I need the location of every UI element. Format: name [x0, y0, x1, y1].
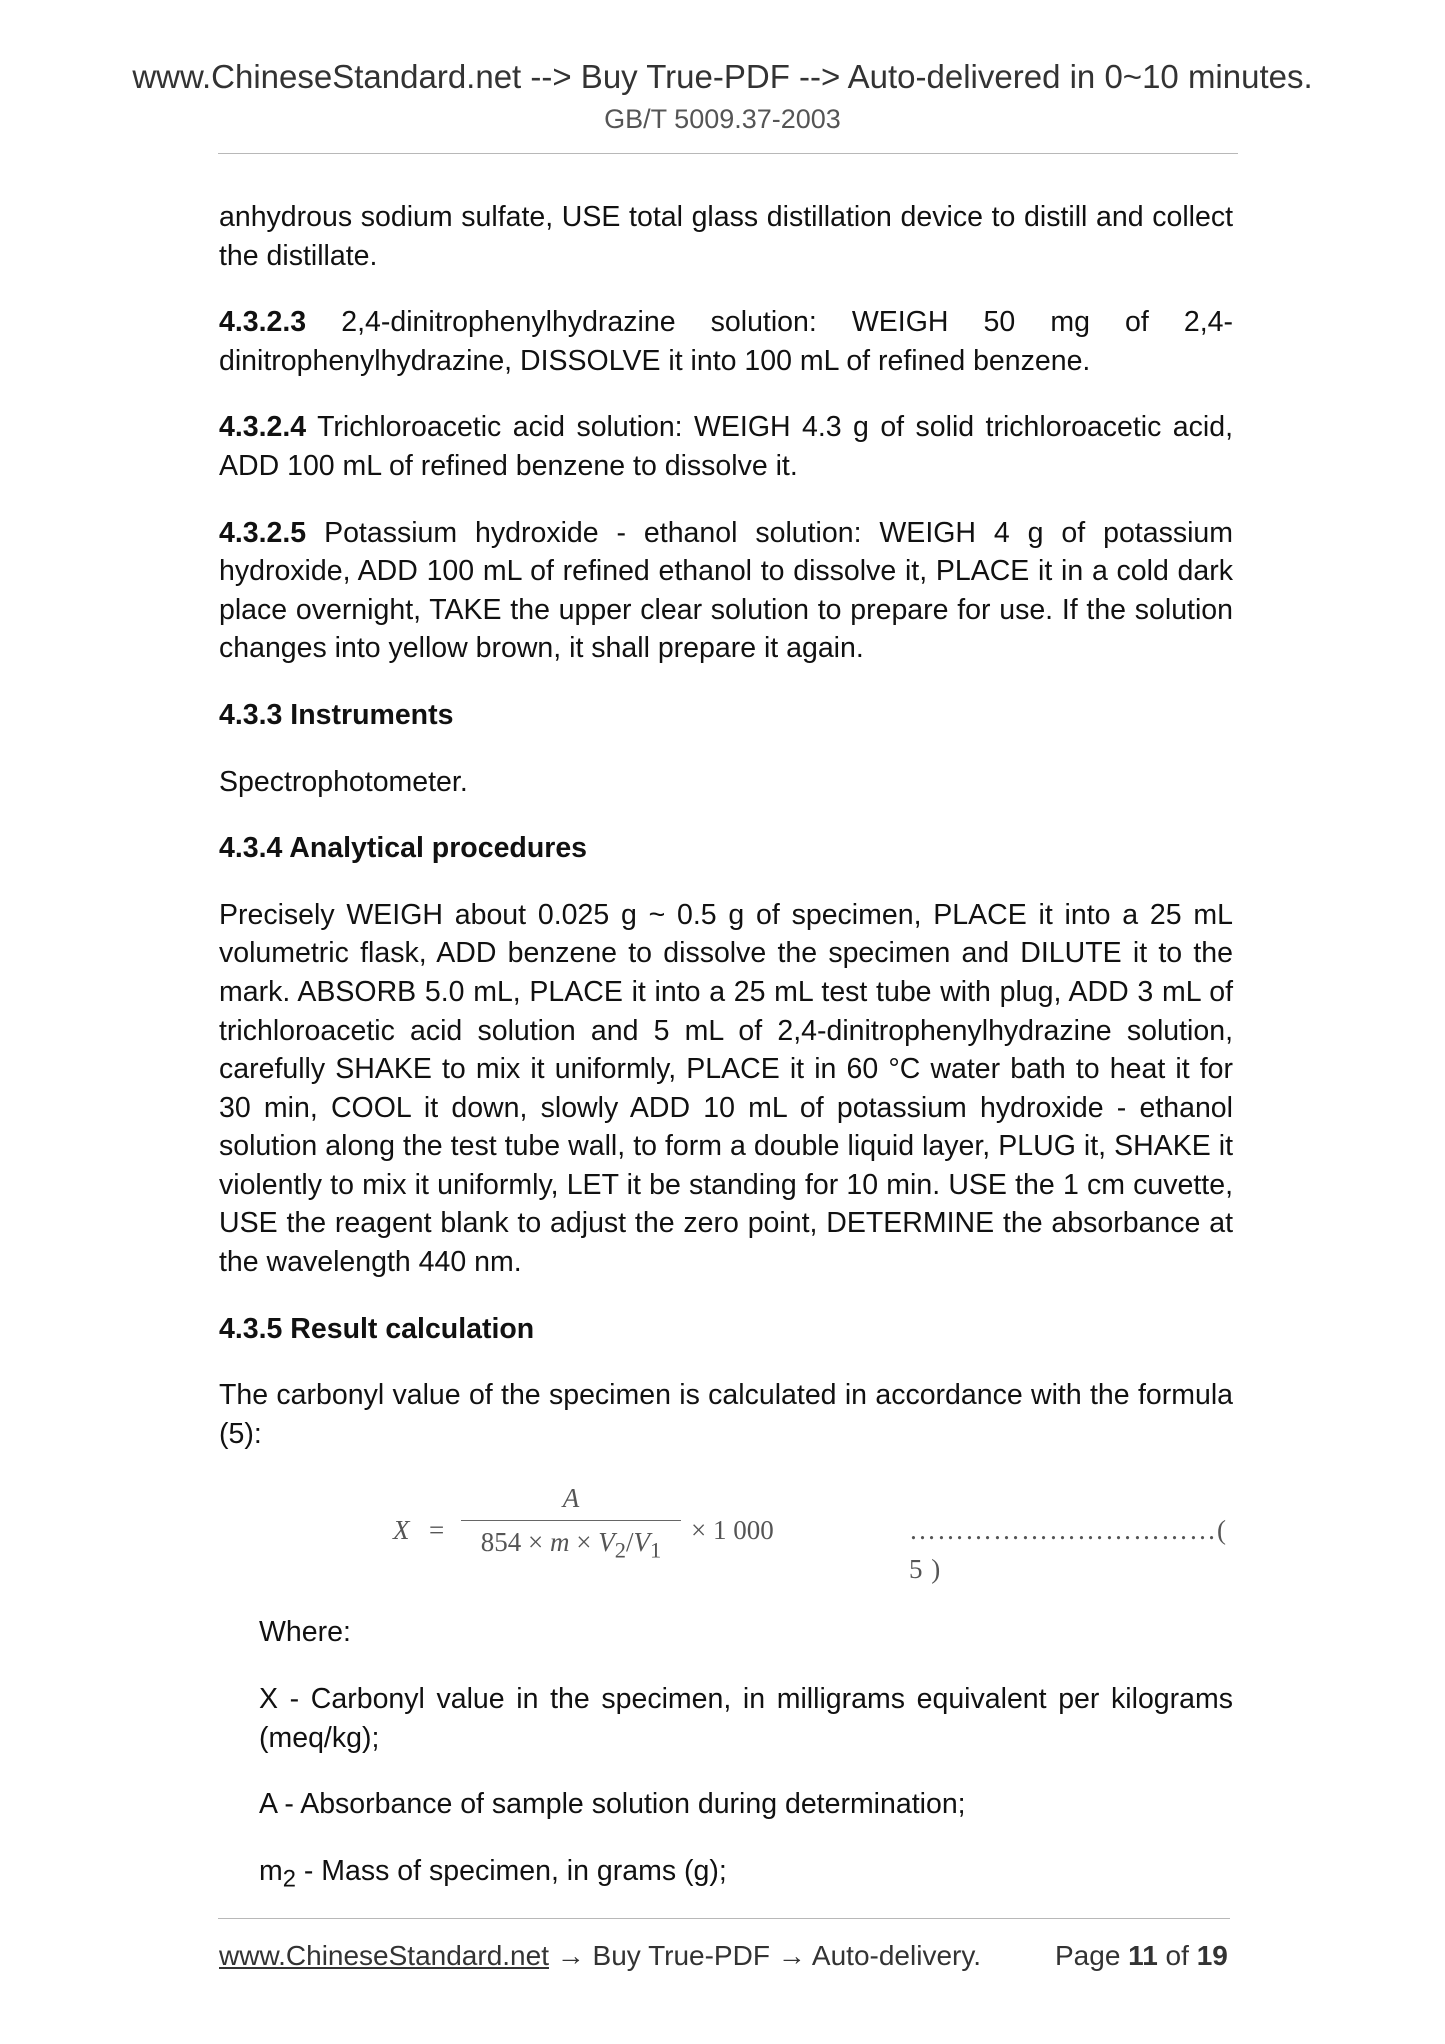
paragraph-procedures: Precisely WEIGH about 0.025 g ~ 0.5 g of specimen, PLACE it into a 25 mL volumetric flask, ADD benzene to dissolve the specimen and DILUTE it to the mark. ABSORB 5.0 mL, PLACE it into a 25 mL test tube with plug, ADD 3 mL of trichloroacetic acid solution and 5 mL of 2,4-dinitrophenylhydrazine solution, carefully SHAKE to mix it uniformly, PLACE it in 60 °C water bath to heat it for 30 min, COOL it down, slowly ADD 10 mL of potassium hydroxide - ethanol solution along the test tube wall, to form a double liquid layer, PLUG it, SHAKE it violently to mix it uniformly, LET it be standing for 10 min. USE the 1 cm cuvette, USE the reagent blank to adjust the zero point, DETERMINE the absorbance at the wavelength 440 nm. — [219, 898, 1233, 1279]
header-banner: www.ChineseStandard.net --> Buy True-PDF --> Auto-delivered in 0~10 minutes. — [132, 58, 1313, 95]
paragraph-calculation: The carbonyl value of the specimen is calculated in accordance with the formula (5): — [219, 1379, 1233, 1450]
where-label: Where: — [259, 1616, 351, 1649]
formula-fraction — [461, 1481, 681, 1563]
formula-numerator: A — [562, 1483, 580, 1514]
formula-denominator: $854 \times m \times V_2/V_1$ — [480, 1527, 662, 1563]
current-page: 11 — [1128, 1940, 1158, 1971]
formula-lhs: X — [393, 1515, 410, 1546]
clause-text: 2,4-dinitrophenylhydrazine solution: WEIGH 50 mg of 2,4-dinitrophenylhydrazine, DISSOLVE it into 100 mL of refined benzene. — [219, 306, 1233, 377]
clause-number: 4.3.2.4 — [219, 411, 307, 444]
formula-equals: = — [429, 1515, 445, 1546]
page-indicator: Page 11 of 19 — [1055, 1940, 1228, 1971]
clause-number: 4.3.2.5 — [219, 516, 307, 549]
paragraph-continued: anhydrous sodium sulfate, USE total glass distillation device to distill and collect the distillate. — [219, 201, 1233, 272]
standard-number: GB/T 5009.37-2003 — [604, 104, 841, 134]
clause-text: Potassium hydroxide - ethanol solution: WEIGH 4 g of potassium hydroxide, ADD 100 mL of refined ethanol to dissolve it, PLACE it in a cold dark place overnight, TAKE the upper clear solution to prepare for use. If the solution changes into yellow brown, it shall prepare it again. — [219, 516, 1233, 665]
page-content — [219, 198, 1233, 1927]
definition-x: X - Carbonyl value in the specimen, in milligrams equivalent per kilograms (meq/kg); — [259, 1683, 1233, 1754]
clause-number: 4.3.2.3 — [219, 306, 307, 339]
definition-m: $m_2$ - Mass of specimen, in grams (g); — [259, 1854, 727, 1893]
clause-4-3-2-3 — [219, 303, 1233, 380]
total-pages: 19 — [1196, 1940, 1228, 1971]
formula-leader: ……………………………( 5 ) — [909, 1515, 1227, 1585]
clause-text: Trichloroacetic acid solution: WEIGH 4.3 g of solid trichloroacetic acid, ADD 100 mL of refined benzene to dissolve it. — [219, 411, 1233, 482]
formula-label: ( 5 ) — [909, 1515, 1227, 1585]
footer-left — [219, 1940, 981, 1972]
formula-5 — [219, 1481, 1233, 1595]
formula-multiplier: × 1 000 — [691, 1515, 774, 1546]
header-divider — [218, 153, 1238, 154]
heading-4-3-3: 4.3.3 Instruments — [219, 698, 454, 731]
paragraph-instruments: Spectrophotometer. — [219, 765, 468, 798]
footer-site-link[interactable]: www.ChineseStandard.net — [219, 1940, 549, 1971]
heading-4-3-5: 4.3.5 Result calculation — [219, 1312, 535, 1345]
fraction-bar — [461, 1520, 681, 1521]
clause-4-3-2-4 — [219, 408, 1233, 485]
footer-tagline: → Buy True-PDF → Auto-delivery. — [548, 1940, 982, 1971]
heading-4-3-4: 4.3.4 Analytical procedures — [219, 832, 588, 865]
definition-a: A - Absorbance of sample solution during determination; — [259, 1788, 966, 1821]
footer-divider — [218, 1918, 1230, 1919]
clause-4-3-2-5 — [219, 514, 1233, 668]
